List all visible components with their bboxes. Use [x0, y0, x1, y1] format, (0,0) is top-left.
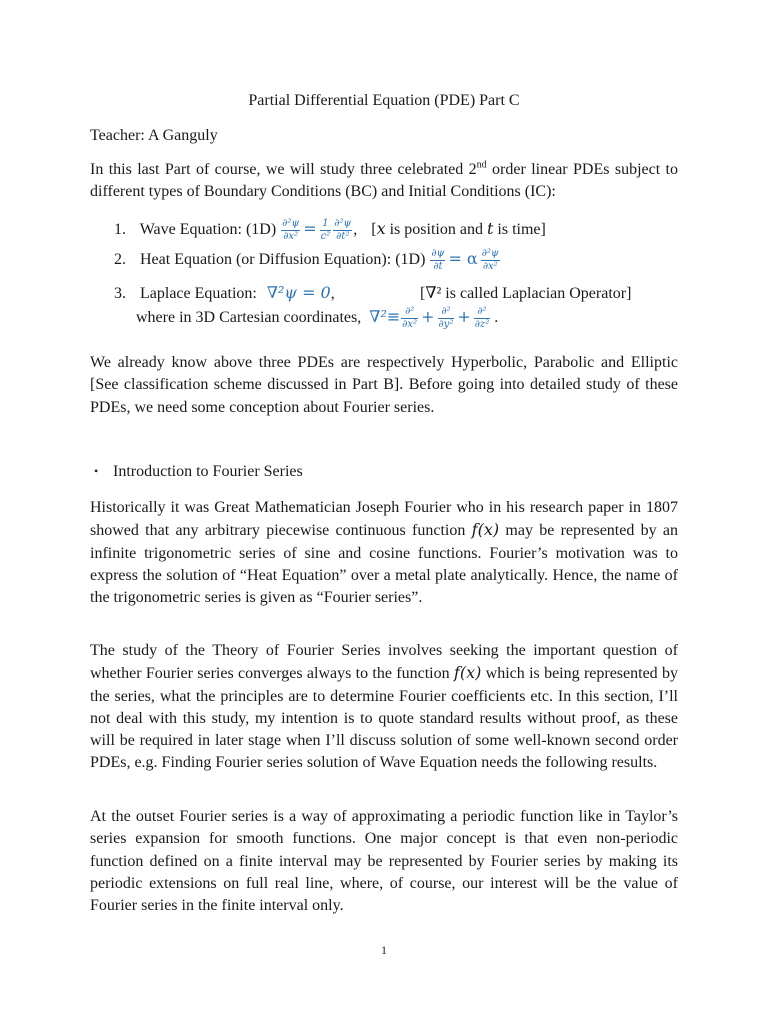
intro-paragraph: [90, 159, 678, 204]
fraction-numerator: ∂²ψ: [282, 218, 300, 229]
ordinal-superscript: nd: [476, 159, 487, 171]
fraction-numerator: ∂ψ: [431, 248, 445, 259]
fraction-numerator: ∂²: [474, 306, 490, 319]
plus-sign: +: [457, 307, 471, 327]
document-title: Partial Differential Equation (PDE) Part C: [248, 92, 520, 109]
list-number: 1.: [114, 221, 126, 239]
period: .: [494, 309, 499, 327]
page-number: 1: [381, 943, 387, 957]
paragraph-text: The study of the Theory of Fourier Series involves seeking the important question of whether Fourier series converges always to the function: [90, 642, 678, 683]
wave-coefficient-fraction: [320, 218, 332, 243]
heat-equation-label: Heat Equation (or Diffusion Equation): (1D): [140, 251, 426, 269]
cartesian-definition-line: [136, 306, 498, 331]
bullet-icon: •: [94, 464, 99, 478]
fraction-denominator: ∂t: [433, 261, 443, 272]
fraction-numerator: 1: [320, 218, 332, 231]
intro-text-b: order linear PDEs subject to different types of Boundary Conditions (BC) and Initial Conditions (IC):: [90, 161, 678, 201]
wave-equation-note: [371, 221, 546, 238]
paragraph-text: Historically it was Great Mathematician Joseph Fourier who in his research paper in 1807 showed that any arbitrary piecewise continuous function: [90, 499, 678, 540]
fraction-denominator: ∂t²: [336, 231, 350, 242]
variable-x: x: [376, 219, 386, 239]
note-text: is time]: [493, 221, 546, 239]
d2-dy2-fraction: [438, 306, 455, 331]
fraction-denominator: ∂z²: [474, 319, 490, 330]
equals-sign: =: [303, 219, 317, 239]
intro-text-a: In this last Part of course, we will study three celebrated 2: [90, 161, 477, 178]
laplace-equation-label: Laplace Equation:: [140, 285, 257, 302]
fraction-numerator: ∂²: [401, 306, 418, 319]
plus-sign: +: [421, 307, 435, 327]
paragraph-text: may be represented by an infinite trigonometric series of sine and cosine functions. Fourier’s motivation was to express the solution of “Heat Equation” over a metal plate analytically. Hence, the name of the trigonometric series is given as “Fourier series”.: [90, 522, 679, 607]
section-heading: Introduction to Fourier Series: [113, 463, 303, 480]
comma: ,: [330, 285, 335, 302]
laplacian-note: [∇² is called Laplacian Operator]: [420, 285, 632, 302]
fraction-numerator: ∂²ψ: [481, 248, 499, 259]
outset-paragraph: At the outset Fourier series is a way of approximating a periodic function like in Taylor’s series expansion for smooth functions. One major concept is that even non-periodic function defined on a finite interval may be represented by Fourier series by making its periodic extensions on full real line, where, of course, our interest will be the value of Fourier series in the finite interval only.: [90, 808, 678, 915]
fraction-denominator: ∂x²: [482, 261, 498, 272]
section-bullet-fourier: [94, 463, 303, 481]
equals-alpha: = α: [448, 249, 478, 269]
note-text: is position and: [385, 221, 487, 239]
fraction-denominator: ∂y²: [438, 319, 454, 330]
wave-lhs-fraction: [281, 218, 300, 243]
wave-rhs-fraction: [333, 218, 352, 243]
list-item-laplace-equation: [114, 283, 632, 303]
heat-rhs-fraction: [481, 248, 500, 273]
list-number: 2.: [114, 251, 126, 269]
fraction-numerator: ∂²: [438, 306, 455, 319]
variable-t: t: [486, 219, 494, 239]
classification-paragraph: We already know above three PDEs are respectively Hyperbolic, Parabolic and Elliptic [See classification scheme discussed in Part B]. Before going into detailed study of these PDEs, we need some conception about Fourier series.: [90, 354, 678, 416]
fraction-denominator: ∂x²: [402, 319, 418, 330]
list-item-heat-equation: [114, 248, 501, 273]
bracket: [: [371, 221, 377, 239]
fraction-denominator: ∂x²: [283, 231, 299, 242]
heat-lhs-fraction: [430, 248, 445, 273]
fraction-numerator: ∂²ψ: [334, 218, 352, 229]
list-item-wave-equation: [114, 218, 546, 243]
function-f-of-x: f(x): [471, 520, 500, 540]
laplacian-operator: ∇²≡: [369, 307, 401, 327]
laplace-expression: ∇²ψ = 0: [266, 283, 331, 302]
d2-dz2-fraction: [474, 306, 490, 331]
teacher-line: Teacher: A Ganguly: [90, 127, 218, 144]
paragraph-text: which is being represented by the series, what the principles are to determine Fourier coefficients etc. In this section, I’ll not deal with this study, my intention is to quote standard results without proof, as these will be required in later stage when I’ll discuss solution of some well-known second order PDEs, e.g. Finding Fourier series solution of Wave Equation needs the following results.: [90, 665, 679, 772]
study-paragraph: [90, 640, 678, 775]
history-paragraph: [90, 497, 678, 609]
list-number: 3.: [114, 285, 126, 302]
fraction-denominator: c²: [320, 231, 331, 242]
d2-dx2-fraction: [401, 306, 418, 331]
wave-equation-label: Wave Equation: (1D): [139, 221, 277, 239]
comma: ,: [353, 221, 358, 239]
cartesian-label: where in 3D Cartesian coordinates,: [136, 309, 362, 327]
function-f-of-x: f(x): [453, 663, 482, 683]
